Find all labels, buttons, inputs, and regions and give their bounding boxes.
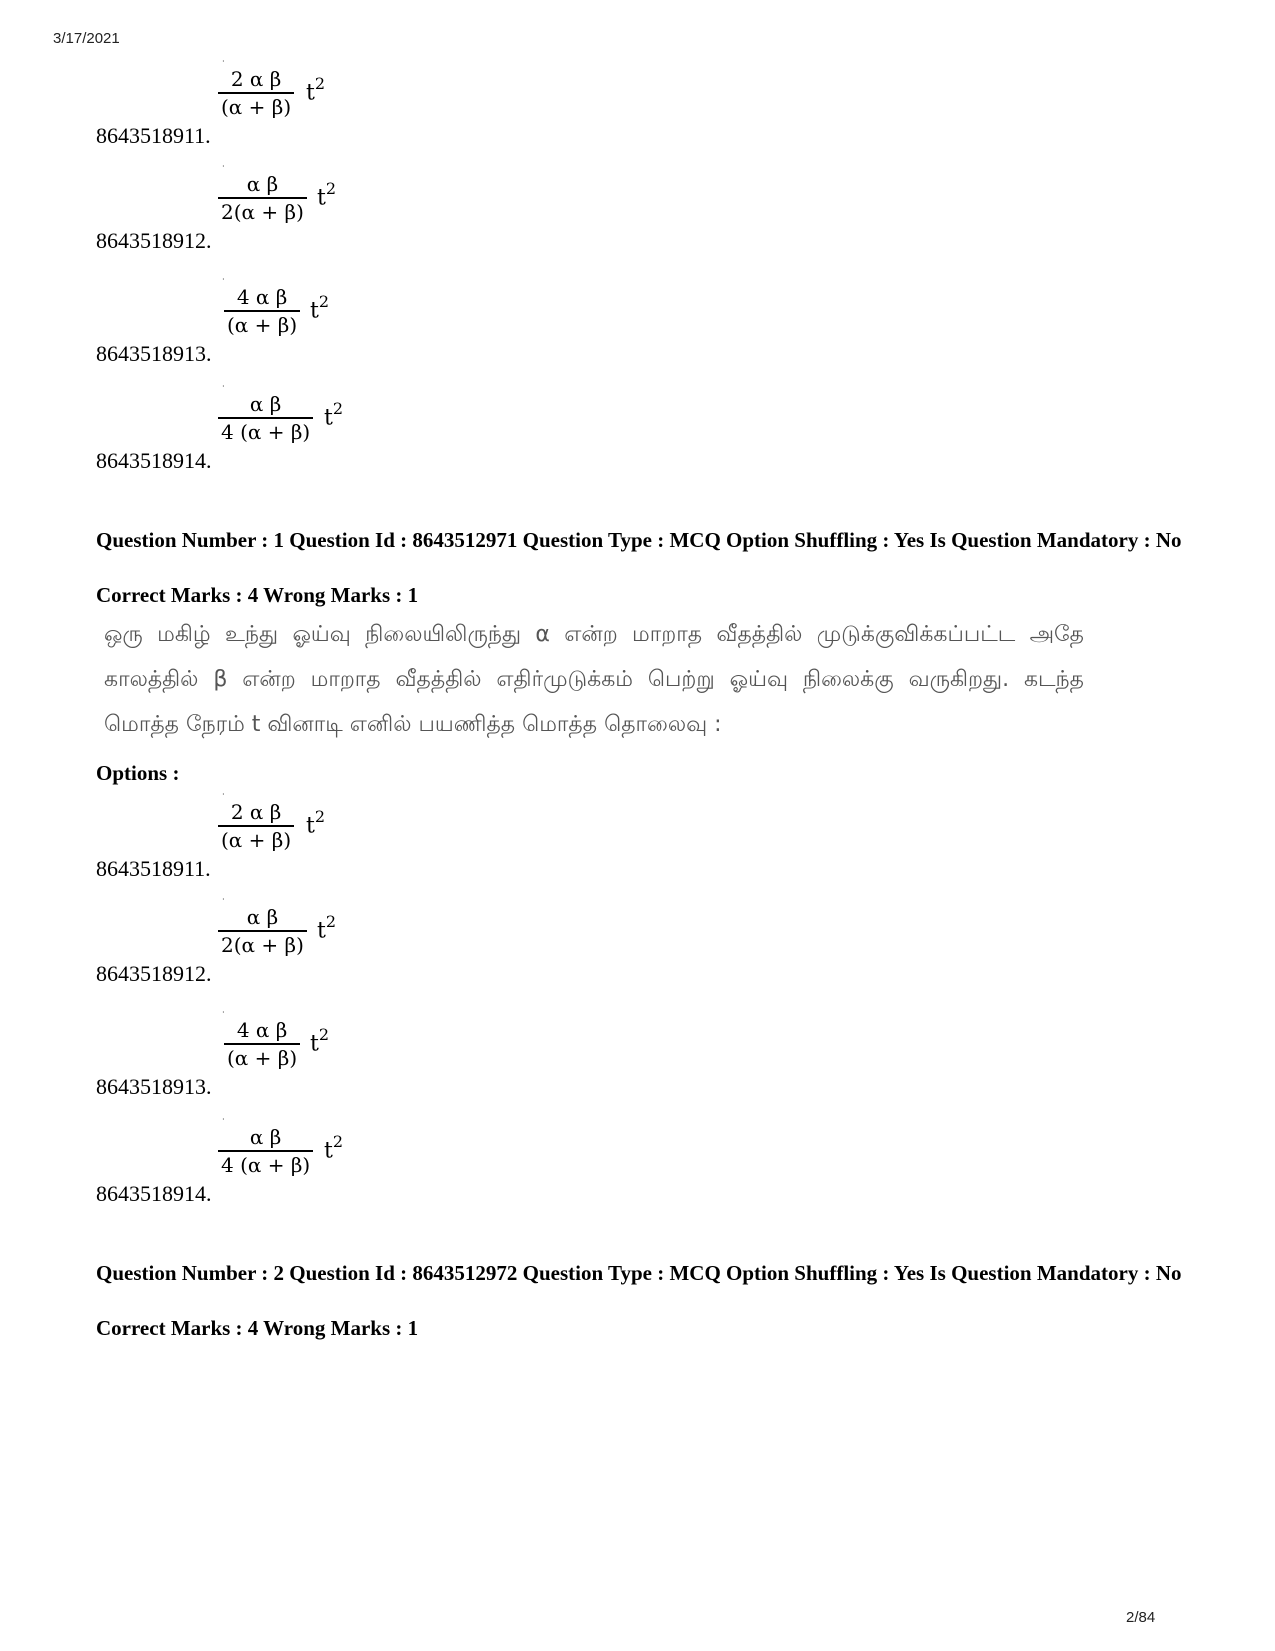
question-2-marks: Correct Marks : 4 Wrong Marks : 1 — [96, 1316, 419, 1340]
numerator: 4 α β — [224, 1017, 300, 1045]
fraction — [224, 284, 300, 338]
fraction — [218, 171, 307, 225]
exponent: 2 — [325, 912, 337, 931]
marker-dot: · — [222, 382, 225, 391]
option-id: 8643518914. — [96, 448, 212, 473]
exponent: 2 — [314, 74, 326, 93]
fraction — [218, 391, 313, 445]
question-2-header: Question Number : 2 Question Id : 8643512972 Question Type : MCQ Option Shuffling : Yes Is Question Mandatory : No — [96, 1261, 1182, 1285]
exponent: 2 — [318, 292, 330, 311]
exponent: 2 — [332, 1132, 344, 1151]
numerator: 2 α β — [218, 66, 294, 94]
t-squared: $t^2$ — [310, 1025, 330, 1057]
fraction — [218, 66, 294, 120]
option-id: 8643518911. — [96, 856, 211, 881]
exponent: 2 — [318, 1025, 330, 1044]
t-squared: $t^2$ — [317, 179, 337, 211]
numerator: α β — [218, 171, 307, 199]
denominator: (α + β) — [227, 313, 298, 337]
option-id: 8643518914. — [96, 1181, 212, 1206]
option-id: 8643518913. — [96, 1074, 212, 1099]
option-id: 8643518912. — [96, 961, 212, 986]
option-1 — [96, 791, 496, 881]
t-squared: $t^2$ — [306, 807, 326, 839]
denominator: 4 (α + β) — [221, 1153, 311, 1177]
question-1-marks: Correct Marks : 4 Wrong Marks : 1 — [96, 583, 419, 607]
print-date: 3/17/2021 — [53, 30, 120, 47]
question-1-header: Question Number : 1 Question Id : 8643512971 Question Type : MCQ Option Shuffling : Yes Is Question Mandatory : No — [96, 528, 1182, 552]
question-1-text: ஒரு மகிழ் உந்து ஓய்வு நிலையிலிருந்து α என்ற மாறாத வீதத்தில் முடுக்குவிக்கப்பட்ட அதே காலத்தில் β என்ற மாறாத வீதத்தில் எதிர்முடுக்கம் பெற்று ஓய்வு நிலைக்கு வருகிறது. கடந்த மொத்த நேரம் t வினாடி எனில் பயணித்த மொத்த தொலைவு : — [104, 622, 1084, 737]
option-id: 8643518912. — [96, 228, 212, 253]
t-squared: $t^2$ — [324, 1132, 344, 1164]
numerator: α β — [218, 391, 313, 419]
option-3 — [96, 1009, 496, 1099]
exponent: 2 — [314, 807, 326, 826]
marker-dot: · — [222, 790, 225, 799]
option-top-4 — [96, 383, 496, 473]
option-id: 8643518911. — [96, 123, 211, 148]
denominator: (α + β) — [227, 1046, 298, 1070]
denominator: 4 (α + β) — [221, 420, 311, 444]
denominator: 2(α + β) — [221, 200, 304, 224]
marker-dot: · — [222, 1008, 225, 1017]
option-top-1 — [96, 58, 496, 148]
denominator: 2(α + β) — [221, 933, 304, 957]
marker-dot: · — [222, 162, 225, 171]
t-squared: $t^2$ — [310, 292, 330, 324]
option-4 — [96, 1116, 496, 1206]
option-2 — [96, 896, 496, 986]
marker-dot: · — [222, 895, 225, 904]
options-label: Options : — [96, 761, 180, 785]
denominator: (α + β) — [221, 828, 292, 852]
marker-dot: · — [222, 57, 225, 66]
numerator: α β — [218, 904, 307, 932]
option-top-2 — [96, 163, 496, 253]
exponent: 2 — [325, 179, 337, 198]
option-top-3 — [96, 276, 496, 366]
marker-dot: · — [222, 275, 225, 284]
t-squared: $t^2$ — [324, 399, 344, 431]
numerator: 2 α β — [218, 799, 294, 827]
page-number: 2/84 — [1126, 1609, 1156, 1626]
fraction — [218, 904, 307, 958]
option-id: 8643518913. — [96, 341, 212, 366]
numerator: α β — [218, 1124, 313, 1152]
fraction — [218, 799, 294, 853]
t-squared: $t^2$ — [317, 912, 337, 944]
fraction — [218, 1124, 313, 1178]
marker-dot: · — [222, 1115, 225, 1124]
denominator: (α + β) — [221, 95, 292, 119]
numerator: 4 α β — [224, 284, 300, 312]
exponent: 2 — [332, 399, 344, 418]
t-squared: $t^2$ — [306, 74, 326, 106]
fraction — [224, 1017, 300, 1071]
